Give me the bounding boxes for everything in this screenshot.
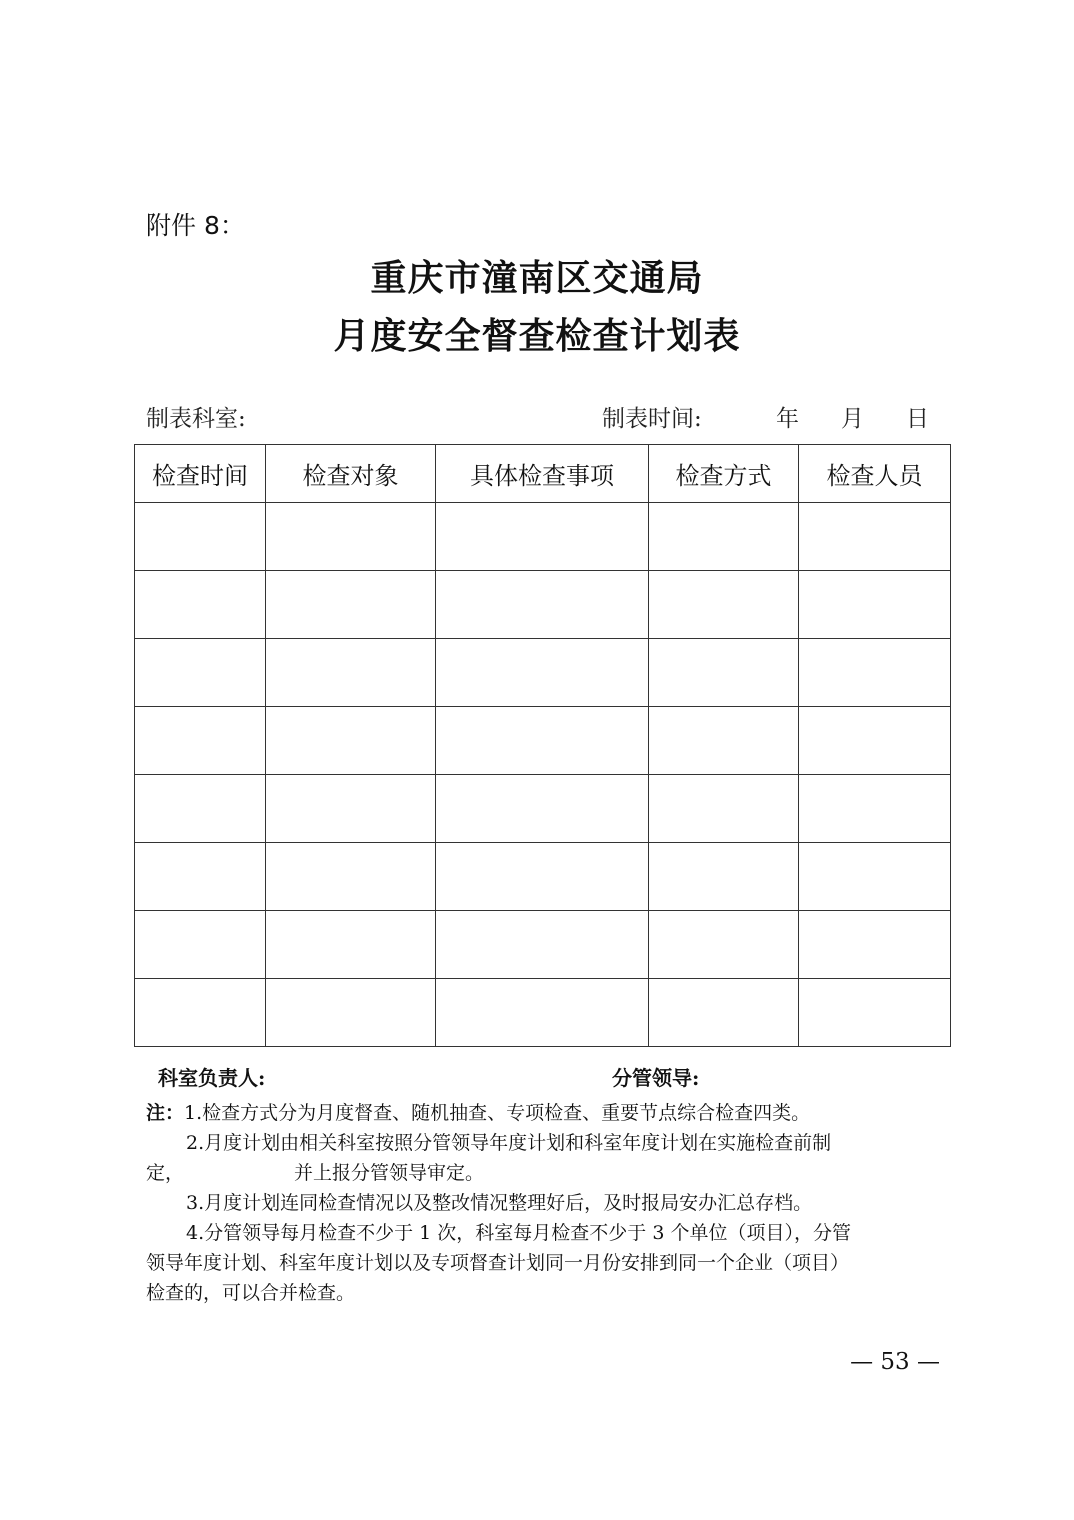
header-check-time: 检查时间 (135, 445, 266, 503)
table-cell (266, 503, 436, 571)
header-check-method: 检查方式 (649, 445, 799, 503)
table-cell (799, 843, 951, 911)
header-check-items: 具体检查事项 (436, 445, 649, 503)
table-row (135, 775, 951, 843)
note-2-line2 (146, 1158, 946, 1188)
table-cell (649, 843, 799, 911)
header-check-personnel: 检查人员 (799, 445, 951, 503)
dept-label: 制表科室: (146, 406, 246, 432)
note-1-text: 1.检查方式分为月度督查、随机抽查、专项检查、重要节点综合检查四类。 (184, 1102, 811, 1124)
table-cell (135, 639, 266, 707)
table-cell (649, 775, 799, 843)
table-cell (135, 979, 266, 1047)
table-cell (135, 843, 266, 911)
note-4-line3: 检查的，可以合并检查。 (146, 1282, 356, 1304)
table-body (135, 503, 951, 1047)
table-cell (436, 775, 649, 843)
document-title-line2: 月度安全督查检查计划表 (333, 315, 741, 357)
table-cell (649, 979, 799, 1047)
header-check-object: 检查对象 (266, 445, 436, 503)
table-cell (135, 571, 266, 639)
date-year: 年 (776, 406, 799, 432)
table-cell (266, 911, 436, 979)
table-row (135, 979, 951, 1047)
note-4-line1: 4.分管领导每月检查不少于 1 次，科室每月检查不少于 3 个单位（项目），分管 (186, 1222, 851, 1244)
table-cell (436, 707, 649, 775)
table-cell (436, 571, 649, 639)
table-cell (436, 639, 649, 707)
table-cell (799, 775, 951, 843)
date-day: 日 (906, 406, 929, 432)
document-title-line1: 重庆市潼南区交通局 (370, 257, 704, 299)
date-month: 月 (841, 406, 864, 432)
table-cell (436, 503, 649, 571)
table-cell (649, 639, 799, 707)
table-row (135, 707, 951, 775)
notes-label: 注： (146, 1102, 185, 1124)
table-cell (799, 639, 951, 707)
table-row (135, 843, 951, 911)
table-cell (436, 843, 649, 911)
table-row (135, 911, 951, 979)
table-cell (135, 707, 266, 775)
table-cell (135, 911, 266, 979)
table-cell (649, 707, 799, 775)
table-row (135, 639, 951, 707)
table-cell (436, 911, 649, 979)
table-cell (649, 911, 799, 979)
leader-signature-label: 分管领导: (612, 1066, 700, 1090)
table-cell (799, 707, 951, 775)
note-3: 3.月度计划连同检查情况以及整改情况整理好后，及时报局安办汇总存档。 (186, 1192, 813, 1214)
note-2-line2-a: 定， (146, 1162, 185, 1184)
note-2-line1: 2.月度计划由相关科室按照分管领导年度计划和科室年度计划在实施检查前制 (186, 1132, 832, 1154)
table-cell (135, 503, 266, 571)
table-cell (649, 503, 799, 571)
note-2-line2-b: 并上报分管领导审定。 (294, 1162, 485, 1184)
page-number (0, 1349, 1074, 1375)
table-cell (799, 571, 951, 639)
table-cell (799, 979, 951, 1047)
table-cell (266, 843, 436, 911)
table-cell (266, 639, 436, 707)
table-cell (266, 707, 436, 775)
table-row (135, 503, 951, 571)
notes-section (146, 1098, 946, 1308)
table-cell (799, 911, 951, 979)
dept-head-signature-label: 科室负责人: (158, 1066, 266, 1090)
table-cell (266, 775, 436, 843)
table-cell (266, 571, 436, 639)
attachment-label: 附件 8： (146, 211, 245, 240)
table-cell (436, 979, 649, 1047)
page-number-text: — 53 — (850, 1349, 940, 1375)
inspection-plan-table (134, 444, 951, 1047)
table-cell (135, 775, 266, 843)
table-cell (799, 503, 951, 571)
table-cell (266, 979, 436, 1047)
table-header-row (135, 445, 951, 503)
table-cell (649, 571, 799, 639)
note-1 (146, 1098, 946, 1128)
table-row (135, 571, 951, 639)
date-label: 制表时间: (602, 406, 702, 432)
note-4-line2: 领导年度计划、科室年度计划以及专项督查计划同一月份安排到同一个企业（项目） (146, 1252, 850, 1274)
